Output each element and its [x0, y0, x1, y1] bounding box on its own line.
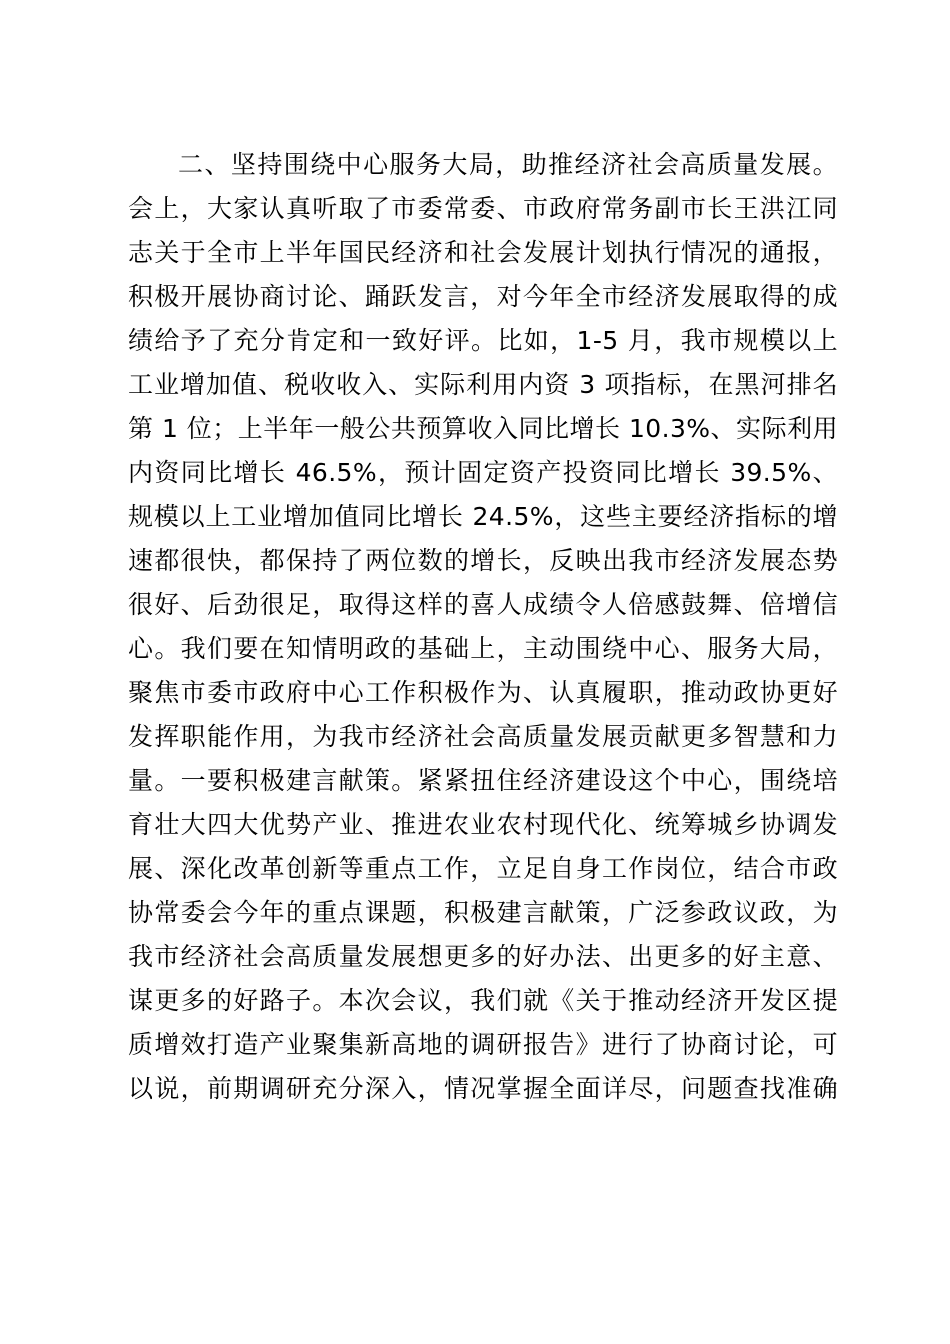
- text-line: 绩给予了充分肯定和一致好评。比如，1-5 月，我市规模以上: [128, 326, 838, 355]
- text-line: 内资同比增长 46.5%，预计固定资产投资同比增长 39.5%、: [128, 458, 838, 487]
- text-line: 第 1 位；上半年一般公共预算收入同比增长 10.3%、实际利用: [128, 414, 838, 443]
- text-line: 以说，前期调研充分深入，情况掌握全面详尽，问题查找准确: [128, 1074, 838, 1103]
- text-line: 规模以上工业增加值同比增长 24.5%，这些主要经济指标的增: [128, 502, 838, 531]
- text-line: 积极开展协商讨论、踊跃发言，对今年全市经济发展取得的成: [128, 282, 838, 311]
- text-line: 育壮大四大优势产业、推进农业农村现代化、统筹城乡协调发: [128, 810, 838, 839]
- text-line: 量。一要积极建言献策。紧紧扭住经济建设这个中心，围绕培: [128, 766, 838, 795]
- text-line: 很好、后劲很足，取得这样的喜人成绩令人倍感鼓舞、倍增信: [128, 590, 838, 619]
- text-line: 质增效打造产业聚集新高地的调研报告》进行了协商讨论，可: [128, 1030, 838, 1059]
- text-line: 速都很快，都保持了两位数的增长，反映出我市经济发展态势: [128, 546, 838, 575]
- text-line: 我市经济社会高质量发展想更多的好办法、出更多的好主意、: [128, 942, 838, 971]
- text-line: 展、深化改革创新等重点工作，立足自身工作岗位，结合市政: [128, 854, 838, 883]
- text-line: 会上，大家认真听取了市委常委、市政府常务副市长王洪江同: [128, 194, 838, 223]
- text-line: 志关于全市上半年国民经济和社会发展计划执行情况的通报，: [128, 238, 838, 267]
- paragraph-heading-line: 二、坚持围绕中心服务大局，助推经济社会高质量发展。: [178, 150, 838, 179]
- text-line: 心。我们要在知情明政的基础上，主动围绕中心、服务大局，: [128, 634, 838, 663]
- text-line: 发挥职能作用，为我市经济社会高质量发展贡献更多智慧和力: [128, 722, 838, 751]
- text-line: 工业增加值、税收收入、实际利用内资 3 项指标，在黑河排名: [128, 370, 838, 399]
- text-line: 聚焦市委市政府中心工作积极作为、认真履职，推动政协更好: [128, 678, 838, 707]
- text-line: 协常委会今年的重点课题，积极建言献策，广泛参政议政，为: [128, 898, 838, 927]
- text-line: 谋更多的好路子。本次会议，我们就《关于推动经济开发区提: [128, 986, 838, 1015]
